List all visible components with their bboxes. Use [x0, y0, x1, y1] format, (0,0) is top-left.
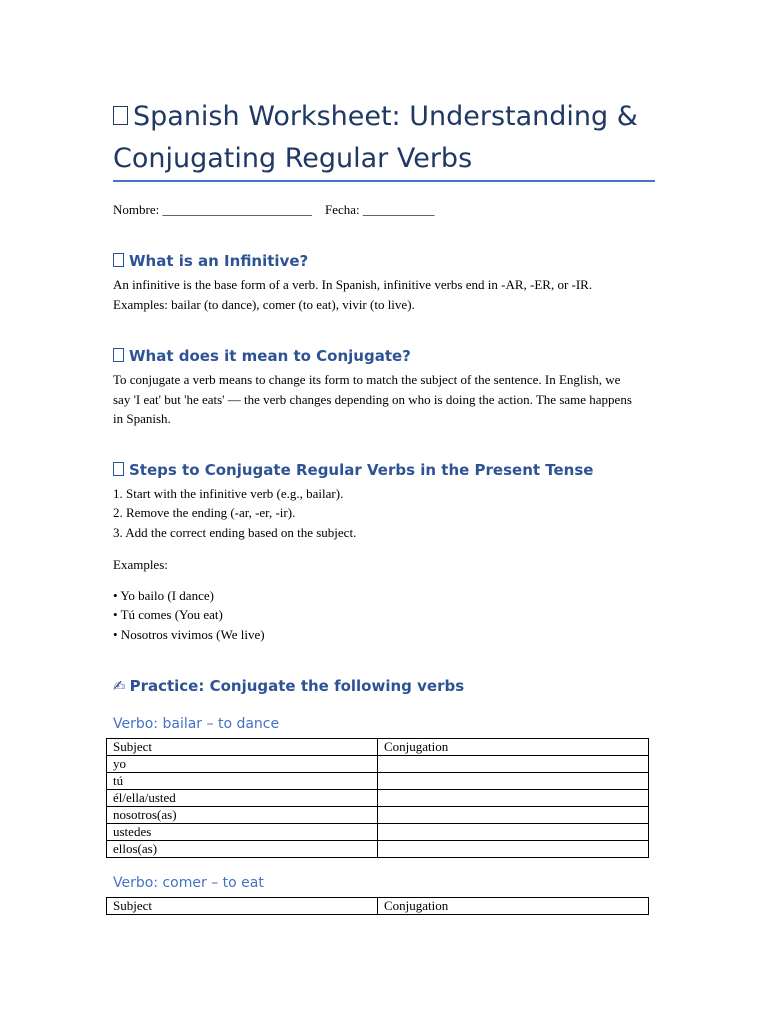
conjugate-paragraph: To conjugate a verb means to change its form to match the subject of the sentence. In English, we say 'I eat' but 'he eats' — the verb changes depending on who is doing the action. The same happens in Spanish. — [113, 372, 632, 426]
conjugation-cell[interactable] — [378, 790, 649, 807]
book-icon — [113, 106, 128, 125]
steps-list — [113, 484, 356, 542]
subject-cell: yo — [107, 756, 378, 773]
subject-cell: ellos(as) — [107, 841, 378, 858]
list-item: • Yo bailo (I dance) — [113, 588, 214, 603]
table-row — [107, 790, 649, 807]
subject-cell: tú — [107, 773, 378, 790]
list-item: • Nosotros vivimos (We live) — [113, 626, 265, 642]
name-date-line — [113, 200, 434, 220]
conjugation-table-comer — [106, 897, 649, 915]
heading-text: Practice: Conjugate the following verbs — [129, 677, 465, 695]
conjugation-table-bailar — [106, 738, 649, 858]
subject-cell: él/ella/usted — [107, 790, 378, 807]
section-heading-conjugate — [113, 347, 411, 365]
examples-list — [113, 586, 265, 644]
list-item: 1. Start with the infinitive verb (e.g., bailar). — [113, 486, 344, 501]
table-row — [107, 773, 649, 790]
list-item: • Tú comes (You eat) — [113, 607, 223, 623]
table-row — [107, 841, 649, 858]
link-icon — [113, 348, 124, 362]
heading-text: What does it mean to Conjugate? — [129, 347, 411, 365]
table-row — [107, 756, 649, 773]
page-title — [113, 96, 658, 180]
conjugation-cell[interactable] — [378, 824, 649, 841]
subject-cell: nosotros(as) — [107, 807, 378, 824]
verb-heading-comer: Verbo: comer – to eat — [113, 875, 264, 891]
verb-heading-bailar: Verbo: bailar – to dance — [113, 716, 280, 732]
header-conjugation: Conjugation — [378, 898, 649, 915]
infinitive-paragraph: An infinitive is the base form of a verb. In Spanish, infinitive verbs end in -AR, -ER, or -IR. Examples: bailar (to dance), comer (to eat), vivir (to live). — [113, 277, 593, 312]
conjugation-cell[interactable] — [378, 756, 649, 773]
gear-icon — [113, 462, 124, 476]
nombre-field[interactable]: Nombre: _______________________ — [113, 202, 312, 217]
section-heading-infinitive — [113, 252, 308, 270]
examples-label: Examples: — [113, 557, 168, 572]
list-item: 3. Add the correct ending based on the subject. — [113, 524, 357, 540]
page-title-text: Spanish Worksheet: Understanding & Conjugating Regular Verbs — [113, 101, 638, 174]
fecha-field[interactable]: Fecha: ___________ — [324, 202, 435, 217]
heading-text: What is an Infinitive? — [129, 252, 309, 270]
writing-hand-icon: ✍ — [113, 677, 126, 695]
heading-text: Steps to Conjugate Regular Verbs in the Present Tense — [129, 461, 594, 479]
book-icon — [113, 253, 124, 267]
subject-cell: ustedes — [107, 824, 378, 841]
section-heading-practice — [113, 677, 464, 695]
header-subject: Subject — [107, 898, 378, 915]
title-underline — [113, 180, 655, 182]
table-row — [107, 824, 649, 841]
conjugation-cell[interactable] — [378, 807, 649, 824]
section-heading-steps — [113, 461, 593, 479]
header-subject: Subject — [107, 739, 378, 756]
table-header-row — [107, 898, 649, 915]
table-header-row — [107, 739, 649, 756]
conjugation-cell[interactable] — [378, 841, 649, 858]
list-item: 2. Remove the ending (-ar, -er, -ir). — [113, 505, 296, 521]
table-row — [107, 807, 649, 824]
header-conjugation: Conjugation — [378, 739, 649, 756]
conjugation-cell[interactable] — [378, 773, 649, 790]
